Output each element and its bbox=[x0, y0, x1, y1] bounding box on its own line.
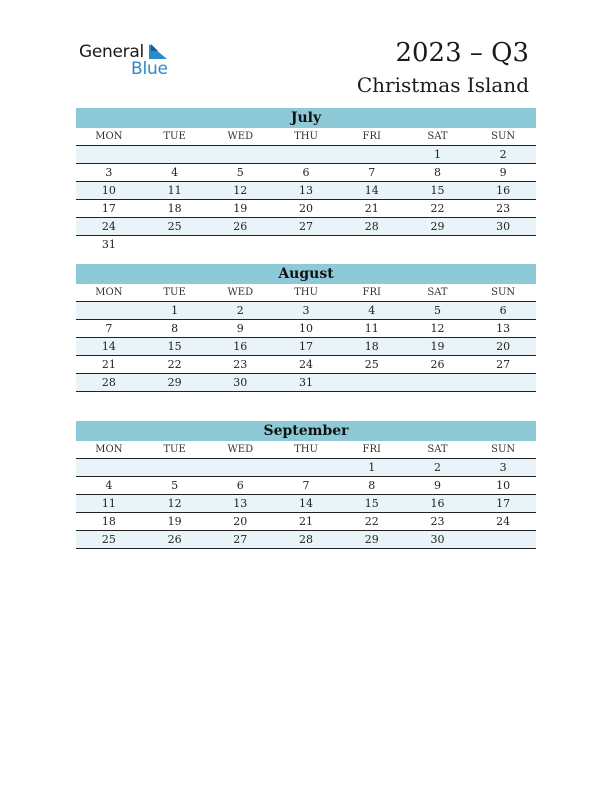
day-cell bbox=[207, 236, 273, 253]
weekday-label: SAT bbox=[427, 131, 448, 142]
day-cell: 17 bbox=[299, 340, 314, 353]
day-cell: 25 bbox=[364, 358, 379, 371]
weekday-label: MON bbox=[95, 444, 123, 455]
day-cell: 16 bbox=[496, 184, 511, 197]
day-cell: 7 bbox=[302, 479, 310, 492]
month-july bbox=[76, 108, 536, 253]
day-cell: 19 bbox=[430, 340, 445, 353]
day-cell bbox=[207, 146, 273, 163]
generalblue-logo bbox=[79, 42, 179, 82]
day-cell bbox=[76, 302, 142, 319]
weekday-label: WED bbox=[227, 131, 254, 142]
day-cell: 30 bbox=[496, 220, 511, 233]
day-cell: 20 bbox=[233, 515, 248, 528]
day-cell: 18 bbox=[101, 515, 116, 528]
day-cell: 22 bbox=[364, 515, 379, 528]
weekday-label: TUE bbox=[163, 287, 186, 298]
weekday-label: THU bbox=[294, 131, 318, 142]
day-cell: 3 bbox=[499, 461, 507, 474]
weekday-label: TUE bbox=[163, 131, 186, 142]
weekday-label: MON bbox=[95, 131, 123, 142]
month-title: August bbox=[76, 264, 536, 284]
day-cell: 15 bbox=[364, 497, 379, 510]
calendar-week-row bbox=[76, 236, 536, 253]
day-cell: 14 bbox=[299, 497, 314, 510]
day-cell: 12 bbox=[430, 322, 445, 335]
day-cell: 31 bbox=[101, 238, 116, 251]
calendar-week-row bbox=[76, 338, 536, 356]
day-cell: 27 bbox=[496, 358, 511, 371]
day-cell: 29 bbox=[364, 533, 379, 546]
day-cell: 1 bbox=[433, 148, 441, 161]
day-cell: 4 bbox=[105, 479, 113, 492]
calendar-week-row bbox=[76, 320, 536, 338]
day-cell: 28 bbox=[101, 376, 116, 389]
day-cell bbox=[405, 374, 471, 391]
weekday-label: FRI bbox=[362, 444, 381, 455]
month-august bbox=[76, 264, 536, 392]
day-cell: 13 bbox=[496, 322, 511, 335]
day-cell: 26 bbox=[430, 358, 445, 371]
month-title: September bbox=[76, 421, 536, 441]
day-cell: 19 bbox=[233, 202, 248, 215]
weekday-label: THU bbox=[294, 444, 318, 455]
day-cell: 14 bbox=[101, 340, 116, 353]
day-cell: 30 bbox=[430, 533, 445, 546]
weeks bbox=[76, 459, 536, 549]
calendar-week-row bbox=[76, 531, 536, 549]
weekday-label: WED bbox=[227, 287, 254, 298]
day-cell: 11 bbox=[101, 497, 116, 510]
day-cell: 23 bbox=[430, 515, 445, 528]
weekday-label: WED bbox=[227, 444, 254, 455]
day-cell: 23 bbox=[233, 358, 248, 371]
weekday-label: SUN bbox=[491, 444, 516, 455]
day-cell: 7 bbox=[368, 166, 376, 179]
day-cell bbox=[142, 236, 208, 253]
day-cell: 15 bbox=[430, 184, 445, 197]
day-cell: 8 bbox=[171, 322, 179, 335]
day-cell: 24 bbox=[101, 220, 116, 233]
calendar-week-row bbox=[76, 374, 536, 392]
calendar-week-row bbox=[76, 218, 536, 236]
day-cell: 3 bbox=[105, 166, 113, 179]
day-cell bbox=[470, 531, 536, 548]
day-cell: 19 bbox=[167, 515, 182, 528]
day-cell: 14 bbox=[364, 184, 379, 197]
day-cell: 26 bbox=[233, 220, 248, 233]
calendar-week-row bbox=[76, 513, 536, 531]
day-cell: 20 bbox=[496, 340, 511, 353]
weekday-label: FRI bbox=[362, 131, 381, 142]
day-cell: 23 bbox=[496, 202, 511, 215]
day-cell: 16 bbox=[233, 340, 248, 353]
calendar-week-row bbox=[76, 459, 536, 477]
day-cell: 31 bbox=[299, 376, 314, 389]
day-cell: 1 bbox=[171, 304, 179, 317]
day-cell bbox=[207, 459, 273, 476]
day-cell: 28 bbox=[299, 533, 314, 546]
day-cell bbox=[273, 146, 339, 163]
day-cell: 10 bbox=[299, 322, 314, 335]
weekday-label: SUN bbox=[491, 131, 516, 142]
day-cell: 6 bbox=[236, 479, 244, 492]
day-cell bbox=[339, 146, 405, 163]
weekday-row bbox=[76, 284, 536, 302]
day-cell: 27 bbox=[299, 220, 314, 233]
day-cell: 25 bbox=[101, 533, 116, 546]
day-cell: 12 bbox=[167, 497, 182, 510]
weekday-label: SAT bbox=[427, 444, 448, 455]
day-cell: 18 bbox=[167, 202, 182, 215]
calendar-week-row bbox=[76, 146, 536, 164]
day-cell: 7 bbox=[105, 322, 113, 335]
day-cell: 5 bbox=[171, 479, 179, 492]
weekday-label: THU bbox=[294, 287, 318, 298]
day-cell: 27 bbox=[233, 533, 248, 546]
calendar-week-row bbox=[76, 302, 536, 320]
day-cell: 4 bbox=[171, 166, 179, 179]
day-cell: 11 bbox=[364, 322, 379, 335]
month-september bbox=[76, 421, 536, 549]
day-cell: 21 bbox=[299, 515, 314, 528]
day-cell: 9 bbox=[499, 166, 507, 179]
day-cell: 21 bbox=[364, 202, 379, 215]
weekday-row bbox=[76, 128, 536, 146]
month-title: July bbox=[76, 108, 536, 128]
weeks bbox=[76, 146, 536, 253]
day-cell: 24 bbox=[496, 515, 511, 528]
day-cell: 26 bbox=[167, 533, 182, 546]
day-cell: 9 bbox=[433, 479, 441, 492]
day-cell: 22 bbox=[430, 202, 445, 215]
page-title: 2023 – Q3 bbox=[395, 38, 529, 68]
day-cell bbox=[76, 459, 142, 476]
day-cell: 29 bbox=[167, 376, 182, 389]
day-cell: 18 bbox=[364, 340, 379, 353]
day-cell: 28 bbox=[364, 220, 379, 233]
day-cell: 24 bbox=[299, 358, 314, 371]
logo-word-general: General bbox=[79, 42, 144, 62]
day-cell: 15 bbox=[167, 340, 182, 353]
day-cell: 2 bbox=[236, 304, 244, 317]
day-cell: 21 bbox=[101, 358, 116, 371]
calendar-week-row bbox=[76, 200, 536, 218]
day-cell: 29 bbox=[430, 220, 445, 233]
day-cell: 11 bbox=[167, 184, 182, 197]
day-cell: 5 bbox=[433, 304, 441, 317]
weekday-label: FRI bbox=[362, 287, 381, 298]
day-cell: 25 bbox=[167, 220, 182, 233]
day-cell: 3 bbox=[302, 304, 310, 317]
day-cell bbox=[273, 236, 339, 253]
day-cell: 12 bbox=[233, 184, 248, 197]
day-cell bbox=[142, 146, 208, 163]
day-cell: 2 bbox=[433, 461, 441, 474]
day-cell: 16 bbox=[430, 497, 445, 510]
day-cell: 13 bbox=[299, 184, 314, 197]
day-cell bbox=[470, 374, 536, 391]
day-cell: 9 bbox=[236, 322, 244, 335]
day-cell bbox=[470, 236, 536, 253]
day-cell: 10 bbox=[496, 479, 511, 492]
logo-word-blue: Blue bbox=[131, 59, 168, 79]
page-subtitle: Christmas Island bbox=[356, 73, 529, 97]
day-cell: 20 bbox=[299, 202, 314, 215]
day-cell: 6 bbox=[302, 166, 310, 179]
day-cell: 8 bbox=[368, 479, 376, 492]
day-cell: 30 bbox=[233, 376, 248, 389]
day-cell: 10 bbox=[101, 184, 116, 197]
day-cell bbox=[273, 459, 339, 476]
weekday-label: MON bbox=[95, 287, 123, 298]
weekday-label: TUE bbox=[163, 444, 186, 455]
calendar-week-row bbox=[76, 495, 536, 513]
calendar-week-row bbox=[76, 356, 536, 374]
calendar-week-row bbox=[76, 477, 536, 495]
day-cell: 13 bbox=[233, 497, 248, 510]
day-cell bbox=[339, 374, 405, 391]
day-cell: 17 bbox=[496, 497, 511, 510]
calendar-week-row bbox=[76, 164, 536, 182]
day-cell: 5 bbox=[236, 166, 244, 179]
day-cell: 1 bbox=[368, 461, 376, 474]
weekday-label: SAT bbox=[427, 287, 448, 298]
day-cell bbox=[76, 146, 142, 163]
day-cell bbox=[405, 236, 471, 253]
day-cell: 4 bbox=[368, 304, 376, 317]
day-cell: 6 bbox=[499, 304, 507, 317]
day-cell: 2 bbox=[499, 148, 507, 161]
day-cell bbox=[142, 459, 208, 476]
day-cell: 22 bbox=[167, 358, 182, 371]
day-cell bbox=[339, 236, 405, 253]
weekday-row bbox=[76, 441, 536, 459]
weekday-label: SUN bbox=[491, 287, 516, 298]
calendar-week-row bbox=[76, 182, 536, 200]
weeks bbox=[76, 302, 536, 392]
day-cell: 17 bbox=[101, 202, 116, 215]
day-cell: 8 bbox=[433, 166, 441, 179]
